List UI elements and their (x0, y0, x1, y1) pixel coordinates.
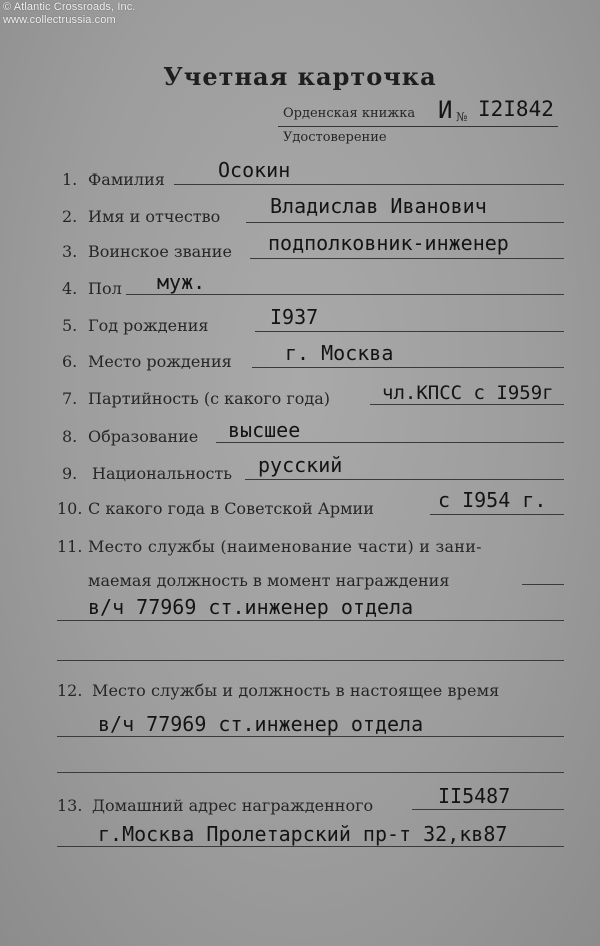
field-underline (57, 620, 564, 621)
order-book-series: И (438, 96, 453, 124)
field-number: 13. (57, 796, 83, 815)
field-underline (370, 404, 564, 405)
field-label-army-since: С какого года в Советской Армии (88, 499, 374, 518)
field-number: 7. (62, 389, 78, 408)
field-label-surname: Фамилия (88, 170, 165, 189)
field-underline (126, 294, 564, 295)
field-label-home-address: Домашний адрес награжденного (92, 796, 374, 815)
field-value-army-since: с I954 г. (438, 488, 547, 512)
field-label-party: Партийность (с какого года) (88, 389, 331, 408)
order-book-rule (278, 126, 558, 127)
field-label-name-patronymic: Имя и отчество (88, 207, 221, 226)
field-value-service-at-award: в/ч 77969 ст.инженер отдела (88, 595, 414, 619)
field-number: 4. (62, 279, 78, 298)
field-underline (245, 479, 564, 480)
field-value-education: высшее (228, 418, 301, 442)
field-value-surname: Осокин (218, 158, 291, 182)
field-value-birthplace: г. Москва (285, 341, 394, 365)
field-label-military-rank: Воинское звание (88, 242, 232, 261)
field-underline (57, 772, 564, 773)
watermark-url: www.collectrussia.com (3, 14, 116, 26)
field-value-current-service: в/ч 77969 ст.инженер отдела (98, 712, 424, 736)
field-number: 6. (62, 352, 78, 371)
field-value-birth-year: I937 (270, 305, 319, 329)
field-label-service-at-award-line1: Место службы (наименование части) и зани- (88, 537, 482, 556)
field-underline (252, 367, 564, 368)
number-sign: № (456, 110, 468, 124)
watermark-copyright: © Atlantic Crossroads, Inc. (3, 1, 136, 13)
field-number: 2. (62, 207, 78, 226)
field-underline (522, 584, 564, 585)
field-value-name-patronymic: Владислав Иванович (270, 194, 487, 218)
field-label-nationality: Национальность (92, 464, 232, 483)
field-underline (250, 258, 564, 259)
field-number: 8. (62, 427, 78, 446)
field-label-birthplace: Место рождения (88, 352, 232, 371)
field-underline (255, 331, 564, 332)
field-underline (246, 222, 564, 223)
field-number: 12. (57, 681, 83, 700)
field-label-sex: Пол (88, 279, 122, 298)
certificate-label: Удостоверение (283, 130, 387, 145)
field-number: 10. (57, 499, 83, 518)
field-underline (412, 809, 564, 810)
field-number: 9. (62, 464, 78, 483)
order-book-number: I2I842 (478, 97, 554, 121)
field-underline (57, 736, 564, 737)
field-label-education: Образование (88, 427, 199, 446)
field-number: 5. (62, 316, 78, 335)
field-value-sex: муж. (157, 270, 206, 294)
field-number: 11. (57, 537, 83, 556)
field-value-postal-code: II5487 (438, 784, 511, 808)
field-value-nationality: русский (258, 453, 343, 477)
field-number: 1. (62, 170, 78, 189)
field-underline (216, 442, 564, 443)
field-value-military-rank: подполковник-инженер (268, 231, 509, 255)
field-underline (430, 514, 564, 515)
field-value-party: чл.КПСС с I959г (382, 382, 554, 404)
field-underline (57, 660, 564, 661)
field-number: 3. (62, 242, 78, 261)
field-value-home-address: г.Москва Пролетарский пр-т 32,кв87 (98, 822, 508, 846)
field-label-service-at-award-line2: маемая должность в момент награждения (88, 571, 450, 590)
field-underline (57, 846, 564, 847)
field-label-birth-year: Год рождения (88, 316, 209, 335)
order-book-label: Орденская книжка (283, 106, 416, 121)
field-label-current-service: Место службы и должность в настоящее время (92, 681, 500, 700)
field-underline (174, 184, 564, 185)
card-title: Учетная карточка (163, 62, 437, 91)
